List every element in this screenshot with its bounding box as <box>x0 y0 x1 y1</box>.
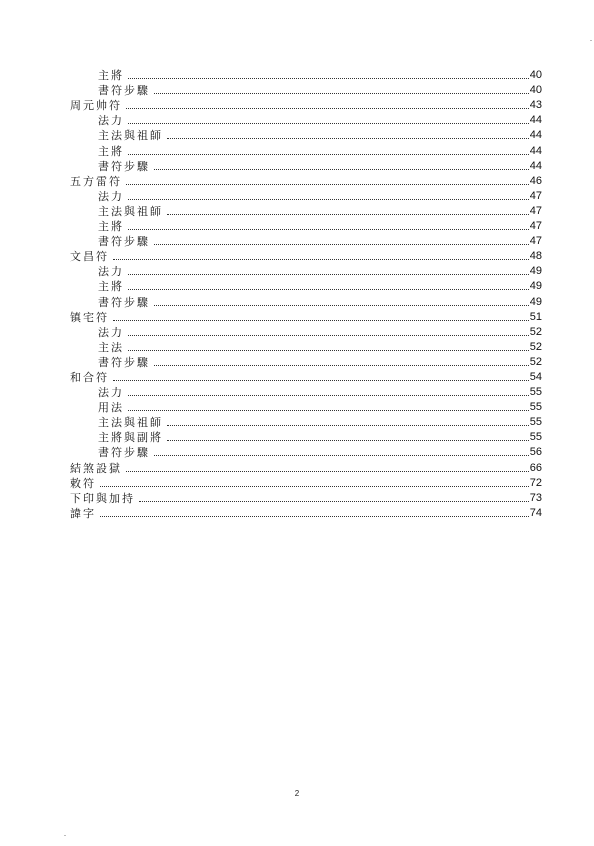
page-number: 2 <box>294 789 300 798</box>
dot-leader <box>128 410 529 411</box>
toc-entry-label: 主法 <box>98 340 124 354</box>
toc-entry-label: 敕符 <box>70 476 96 490</box>
toc-entry-label: 法力 <box>98 114 124 128</box>
toc-entry-section[interactable] <box>70 127 542 142</box>
toc-entry-section[interactable] <box>70 158 542 173</box>
toc-entry-section[interactable] <box>70 218 542 233</box>
dot-leader <box>113 259 529 260</box>
toc-entry-section[interactable] <box>70 263 542 278</box>
dot-leader <box>128 229 529 230</box>
toc-entry-label: 主將 <box>98 220 124 234</box>
dot-leader <box>128 350 529 351</box>
scan-speck <box>590 40 592 41</box>
dot-leader <box>154 365 529 366</box>
dot-leader <box>113 320 529 321</box>
toc-entry-label: 結煞設獄 <box>70 461 122 475</box>
dot-leader <box>128 274 529 275</box>
toc-entry-section[interactable] <box>70 339 542 354</box>
toc-entry-page: 55 <box>529 401 542 414</box>
toc-entry-chapter[interactable] <box>70 173 542 188</box>
toc-entry-chapter[interactable] <box>70 475 542 490</box>
toc-entry-section[interactable] <box>70 444 542 459</box>
toc-entry-page: 40 <box>529 69 542 82</box>
toc-entry-chapter[interactable] <box>70 369 542 384</box>
toc-entry-label: 主將與副將 <box>98 431 163 445</box>
dot-leader <box>167 425 529 426</box>
toc-entry-page: 49 <box>529 295 542 308</box>
dot-leader <box>126 184 529 185</box>
dot-leader <box>128 199 529 200</box>
toc-entry-page: 74 <box>529 506 542 519</box>
toc-entry-page: 51 <box>529 310 542 323</box>
toc-entry-page: 44 <box>529 144 542 157</box>
toc-entry-page: 47 <box>529 235 542 248</box>
toc-entry-label: 主法與祖師 <box>98 129 163 143</box>
toc-entry-label: 法力 <box>98 265 124 279</box>
toc-entry-label: 書符步驟 <box>98 235 150 249</box>
toc-entry-label: 用法 <box>98 401 124 415</box>
toc-entry-chapter[interactable] <box>70 459 542 474</box>
dot-leader <box>167 138 529 139</box>
toc-entry-label: 主將 <box>98 144 124 158</box>
toc-entry-section[interactable] <box>70 203 542 218</box>
toc-entry-section[interactable] <box>70 233 542 248</box>
toc-entry-section[interactable] <box>70 278 542 293</box>
toc-entry-label: 周元帅符 <box>70 99 122 113</box>
toc-entry-chapter[interactable] <box>70 248 542 263</box>
toc-entry-page: 55 <box>529 386 542 399</box>
toc-entry-chapter[interactable] <box>70 505 542 520</box>
toc-entry-page: 44 <box>529 159 542 172</box>
toc-entry-page: 49 <box>529 265 542 278</box>
dot-leader <box>167 214 529 215</box>
toc-entry-page: 46 <box>529 174 542 187</box>
toc-entry-page: 56 <box>529 446 542 459</box>
toc-entry-chapter[interactable] <box>70 490 542 505</box>
toc-entry-label: 法力 <box>98 189 124 203</box>
toc-entry-label: 主法與祖師 <box>98 204 163 218</box>
dot-leader <box>126 108 529 109</box>
table-of-contents <box>70 67 542 520</box>
toc-entry-section[interactable] <box>70 414 542 429</box>
dot-leader <box>128 335 529 336</box>
dot-leader <box>126 471 529 472</box>
toc-entry-label: 文昌符 <box>70 250 109 264</box>
toc-entry-page: 73 <box>529 491 542 504</box>
dot-leader <box>154 169 529 170</box>
toc-entry-label: 五方雷符 <box>70 174 122 188</box>
dot-leader <box>128 154 529 155</box>
toc-entry-section[interactable] <box>70 67 542 82</box>
toc-entry-label: 主將 <box>98 280 124 294</box>
toc-entry-label: 主法與祖師 <box>98 416 163 430</box>
dot-leader <box>154 244 529 245</box>
toc-entry-label: 書符步驟 <box>98 159 150 173</box>
toc-entry-label: 镇宅符 <box>70 310 109 324</box>
toc-entry-label: 下印與加持 <box>70 491 135 505</box>
dot-leader <box>154 93 529 94</box>
toc-entry-page: 47 <box>529 220 542 233</box>
toc-entry-page: 49 <box>529 280 542 293</box>
dot-leader <box>100 486 529 487</box>
toc-entry-page: 72 <box>529 476 542 489</box>
toc-entry-section[interactable] <box>70 142 542 157</box>
dot-leader <box>113 380 529 381</box>
toc-entry-label: 書符步驟 <box>98 295 150 309</box>
toc-entry-label: 法力 <box>98 386 124 400</box>
dot-leader <box>154 305 529 306</box>
toc-entry-section[interactable] <box>70 82 542 97</box>
toc-entry-page: 44 <box>529 114 542 127</box>
scan-speck <box>64 835 66 836</box>
toc-entry-page: 52 <box>529 355 542 368</box>
toc-entry-label: 和合符 <box>70 370 109 384</box>
toc-entry-section[interactable] <box>70 293 542 308</box>
dot-leader <box>128 289 529 290</box>
toc-entry-section[interactable] <box>70 112 542 127</box>
toc-entry-label: 書符步驟 <box>98 446 150 460</box>
dot-leader <box>100 516 529 517</box>
toc-entry-section[interactable] <box>70 354 542 369</box>
toc-entry-page: 48 <box>529 250 542 263</box>
dot-leader <box>128 123 529 124</box>
toc-entry-page: 54 <box>529 370 542 383</box>
toc-entry-page: 55 <box>529 431 542 444</box>
toc-entry-label: 書符步驟 <box>98 84 150 98</box>
toc-entry-page: 47 <box>529 189 542 202</box>
toc-entry-page: 52 <box>529 325 542 338</box>
toc-entry-page: 40 <box>529 84 542 97</box>
toc-entry-page: 44 <box>529 129 542 142</box>
toc-entry-section[interactable] <box>70 429 542 444</box>
toc-entry-page: 47 <box>529 204 542 217</box>
toc-entry-label: 主將 <box>98 69 124 83</box>
toc-entry-label: 書符步驟 <box>98 355 150 369</box>
toc-entry-label: 諱字 <box>70 506 96 520</box>
toc-entry-section[interactable] <box>70 399 542 414</box>
toc-entry-section[interactable] <box>70 324 542 339</box>
toc-entry-chapter[interactable] <box>70 309 542 324</box>
toc-entry-label: 法力 <box>98 325 124 339</box>
dot-leader <box>128 78 529 79</box>
dot-leader <box>139 501 529 502</box>
toc-entry-chapter[interactable] <box>70 97 542 112</box>
toc-entry-page: 52 <box>529 340 542 353</box>
toc-entry-section[interactable] <box>70 188 542 203</box>
dot-leader <box>154 455 529 456</box>
toc-entry-page: 55 <box>529 416 542 429</box>
toc-entry-page: 66 <box>529 461 542 474</box>
toc-entry-page: 43 <box>529 99 542 112</box>
dot-leader <box>128 395 529 396</box>
toc-entry-section[interactable] <box>70 384 542 399</box>
dot-leader <box>167 440 529 441</box>
